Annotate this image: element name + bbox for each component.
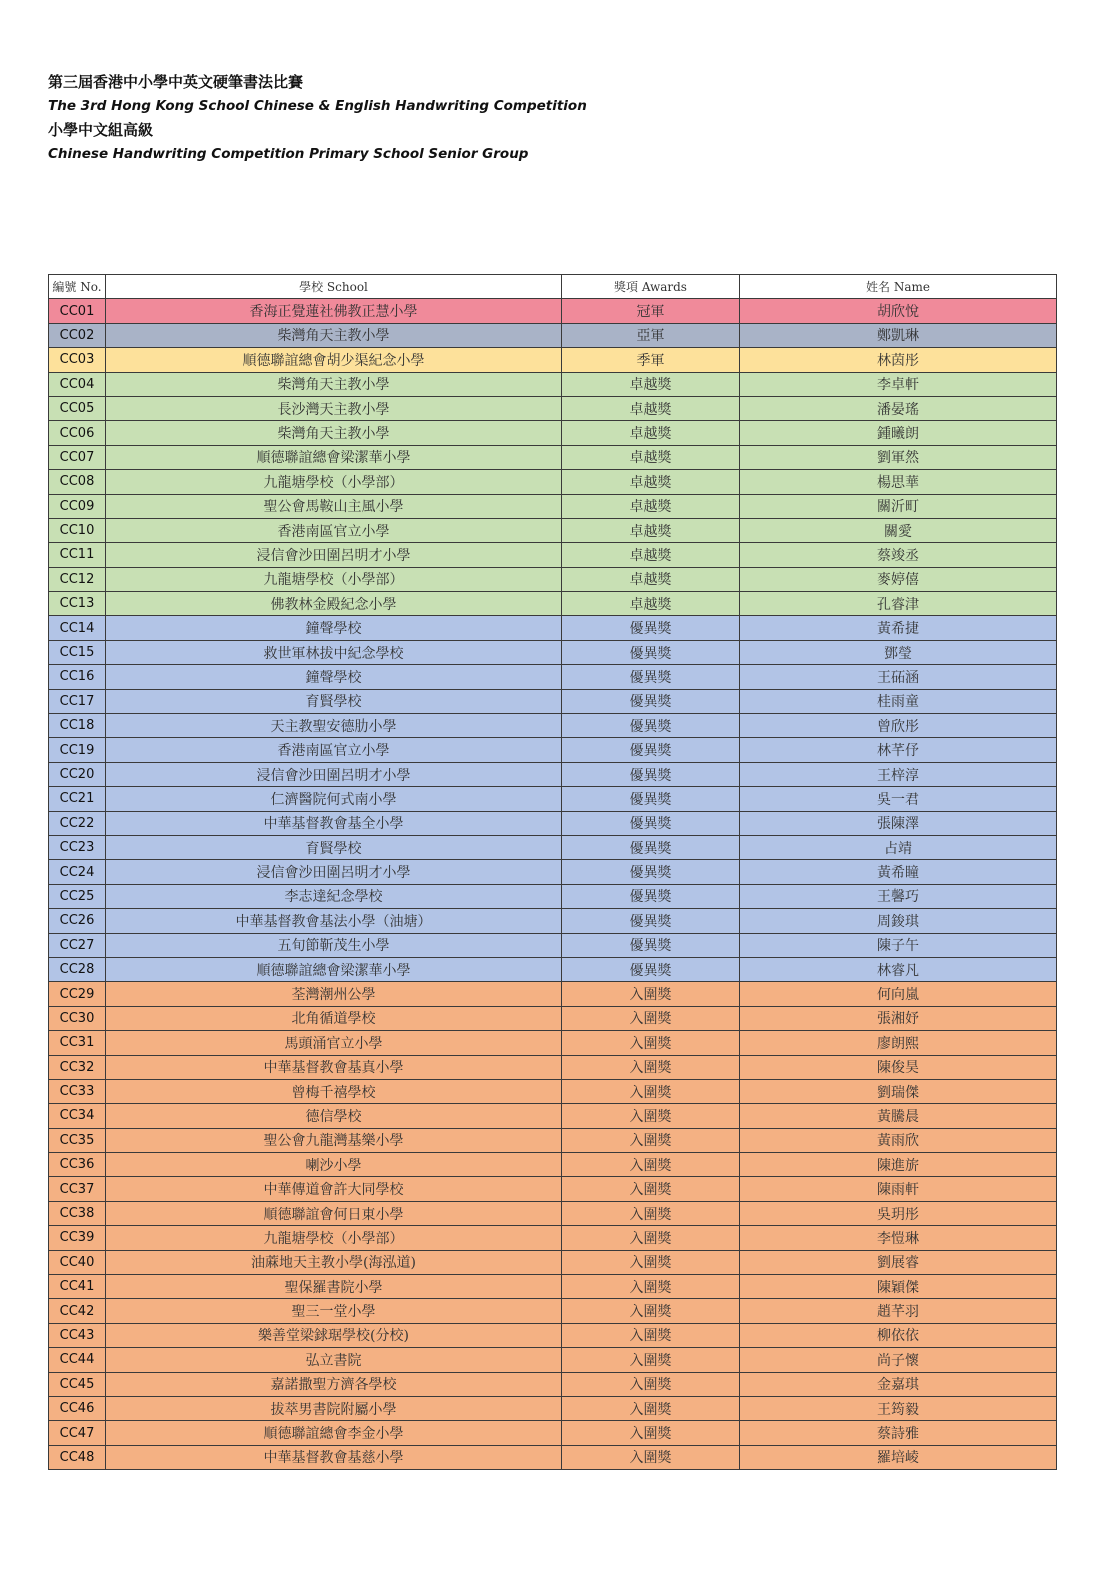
cell-award: 亞軍 (562, 323, 740, 347)
cell-name: 林睿凡 (740, 957, 1057, 981)
cell-name: 柳依依 (740, 1323, 1057, 1347)
table-row (49, 372, 1057, 396)
table-row (49, 957, 1057, 981)
cell-school: 香港南區官立小學 (106, 738, 562, 762)
table-row (49, 835, 1057, 859)
cell-award: 入圍獎 (562, 1104, 740, 1128)
table-row (49, 543, 1057, 567)
results-table (48, 274, 1057, 1470)
table-row (49, 1323, 1057, 1347)
cell-name: 黃希捷 (740, 616, 1057, 640)
cell-name: 王砳涵 (740, 665, 1057, 689)
cell-award: 入圍獎 (562, 1226, 740, 1250)
cell-no: CC02 (49, 323, 106, 347)
cell-school: 聖保羅書院小學 (106, 1275, 562, 1299)
cell-school: 荃灣潮州公學 (106, 982, 562, 1006)
cell-no: CC32 (49, 1055, 106, 1079)
cell-award: 入圍獎 (562, 1275, 740, 1299)
cell-school: 天主教聖安德肋小學 (106, 714, 562, 738)
table-row (49, 616, 1057, 640)
cell-name: 潘晏瑤 (740, 396, 1057, 420)
cell-school: 救世軍林拔中紀念學校 (106, 640, 562, 664)
cell-award: 卓越獎 (562, 494, 740, 518)
table-row (49, 470, 1057, 494)
cell-name: 廖朗熙 (740, 1031, 1057, 1055)
cell-no: CC44 (49, 1348, 106, 1372)
cell-award: 入圍獎 (562, 1348, 740, 1372)
cell-school: 柴灣角天主教小學 (106, 372, 562, 396)
cell-school: 仁濟醫院何式南小學 (106, 787, 562, 811)
cell-name: 陳雨軒 (740, 1177, 1057, 1201)
cell-school: 順德聯誼總會梁潔華小學 (106, 445, 562, 469)
cell-no: CC33 (49, 1079, 106, 1103)
table-row (49, 909, 1057, 933)
cell-award: 入圍獎 (562, 1421, 740, 1445)
table-row (49, 1055, 1057, 1079)
table-row (49, 421, 1057, 445)
table-row (49, 299, 1057, 323)
table-row (49, 640, 1057, 664)
cell-name: 劉展睿 (740, 1250, 1057, 1274)
cell-name: 劉軍然 (740, 445, 1057, 469)
cell-school: 九龍塘學校（小學部） (106, 1226, 562, 1250)
cell-school: 中華基督教會基法小學（油塘） (106, 909, 562, 933)
table-row (49, 665, 1057, 689)
cell-award: 冠軍 (562, 299, 740, 323)
cell-no: CC43 (49, 1323, 106, 1347)
cell-award: 優異獎 (562, 811, 740, 835)
results-body (49, 299, 1057, 1470)
table-row (49, 1299, 1057, 1323)
table-row (49, 689, 1057, 713)
cell-school: 德信學校 (106, 1104, 562, 1128)
cell-name: 楊思華 (740, 470, 1057, 494)
cell-award: 優異獎 (562, 714, 740, 738)
cell-school: 中華傳道會許大同學校 (106, 1177, 562, 1201)
cell-name: 趙芊羽 (740, 1299, 1057, 1323)
cell-no: CC05 (49, 396, 106, 420)
cell-name: 劉瑞傑 (740, 1079, 1057, 1103)
cell-name: 黃希瞳 (740, 860, 1057, 884)
cell-no: CC03 (49, 348, 106, 372)
cell-no: CC46 (49, 1396, 106, 1420)
cell-name: 吳玥彤 (740, 1201, 1057, 1225)
cell-school: 喇沙小學 (106, 1153, 562, 1177)
cell-name: 陳俊昊 (740, 1055, 1057, 1079)
cell-name: 黃雨欣 (740, 1128, 1057, 1152)
table-row (49, 567, 1057, 591)
cell-name: 麥婷僖 (740, 567, 1057, 591)
cell-school: 育賢學校 (106, 689, 562, 713)
table-row (49, 518, 1057, 542)
cell-name: 關沂町 (740, 494, 1057, 518)
cell-school: 長沙灣天主教小學 (106, 396, 562, 420)
cell-no: CC25 (49, 884, 106, 908)
table-row (49, 762, 1057, 786)
cell-school: 聖公會馬鞍山主風小學 (106, 494, 562, 518)
cell-name: 林芊伃 (740, 738, 1057, 762)
cell-no: CC35 (49, 1128, 106, 1152)
table-row (49, 1006, 1057, 1030)
cell-award: 優異獎 (562, 640, 740, 664)
cell-name: 尚子懷 (740, 1348, 1057, 1372)
cell-name: 陳穎傑 (740, 1275, 1057, 1299)
table-row (49, 860, 1057, 884)
cell-award: 卓越獎 (562, 445, 740, 469)
cell-school: 聖三一堂小學 (106, 1299, 562, 1323)
cell-school: 佛教林金殿紀念小學 (106, 592, 562, 616)
cell-name: 蔡竣丞 (740, 543, 1057, 567)
cell-award: 入圍獎 (562, 1177, 740, 1201)
cell-award: 入圍獎 (562, 982, 740, 1006)
cell-no: CC29 (49, 982, 106, 1006)
cell-no: CC06 (49, 421, 106, 445)
cell-school: 順德聯誼總會胡少渠紀念小學 (106, 348, 562, 372)
cell-school: 中華基督教會基全小學 (106, 811, 562, 835)
cell-name: 張湘妤 (740, 1006, 1057, 1030)
cell-no: CC04 (49, 372, 106, 396)
cell-name: 周鋑琪 (740, 909, 1057, 933)
cell-school: 浸信會沙田圍呂明才小學 (106, 762, 562, 786)
cell-award: 卓越獎 (562, 543, 740, 567)
table-row (49, 1031, 1057, 1055)
cell-award: 卓越獎 (562, 372, 740, 396)
table-row (49, 1201, 1057, 1225)
cell-award: 優異獎 (562, 738, 740, 762)
cell-award: 優異獎 (562, 787, 740, 811)
table-row (49, 1250, 1057, 1274)
column-header-name: 姓名 Name (740, 275, 1057, 299)
cell-award: 入圍獎 (562, 1201, 740, 1225)
cell-name: 吳一君 (740, 787, 1057, 811)
cell-no: CC19 (49, 738, 106, 762)
cell-no: CC47 (49, 1421, 106, 1445)
cell-name: 王筠毅 (740, 1396, 1057, 1420)
cell-name: 孔睿津 (740, 592, 1057, 616)
table-row (49, 933, 1057, 957)
table-row (49, 714, 1057, 738)
table-row (49, 445, 1057, 469)
table-row (49, 1153, 1057, 1177)
table-row (49, 1128, 1057, 1152)
cell-name: 李卓軒 (740, 372, 1057, 396)
cell-no: CC17 (49, 689, 106, 713)
cell-school: 弘立書院 (106, 1348, 562, 1372)
cell-award: 優異獎 (562, 957, 740, 981)
cell-award: 卓越獎 (562, 396, 740, 420)
cell-school: 香海正覺蓮社佛教正慧小學 (106, 299, 562, 323)
cell-name: 何向嵐 (740, 982, 1057, 1006)
cell-school: 中華基督教會基慈小學 (106, 1445, 562, 1469)
cell-award: 入圍獎 (562, 1153, 740, 1177)
cell-school: 五旬節靳茂生小學 (106, 933, 562, 957)
cell-school: 鐘聲學校 (106, 665, 562, 689)
cell-school: 聖公會九龍灣基樂小學 (106, 1128, 562, 1152)
cell-name: 曾欣彤 (740, 714, 1057, 738)
cell-no: CC07 (49, 445, 106, 469)
cell-no: CC38 (49, 1201, 106, 1225)
cell-no: CC28 (49, 957, 106, 981)
cell-school: 中華基督教會基真小學 (106, 1055, 562, 1079)
cell-award: 優異獎 (562, 689, 740, 713)
cell-school: 北角循道學校 (106, 1006, 562, 1030)
cell-no: CC39 (49, 1226, 106, 1250)
cell-award: 優異獎 (562, 860, 740, 884)
cell-no: CC08 (49, 470, 106, 494)
cell-school: 油蔴地天主教小學(海泓道) (106, 1250, 562, 1274)
column-header-no: 編號 No. (49, 275, 106, 299)
competition-title-en: The 3rd Hong Kong School Chinese & English Handwriting Competition (48, 98, 587, 114)
cell-name: 占靖 (740, 835, 1057, 859)
cell-no: CC12 (49, 567, 106, 591)
table-row (49, 1104, 1057, 1128)
cell-school: 拔萃男書院附屬小學 (106, 1396, 562, 1420)
cell-name: 王梓淳 (740, 762, 1057, 786)
cell-no: CC27 (49, 933, 106, 957)
cell-school: 順德聯誼總會李金小學 (106, 1421, 562, 1445)
cell-award: 優異獎 (562, 933, 740, 957)
page-header (48, 70, 587, 166)
cell-no: CC18 (49, 714, 106, 738)
table-row (49, 1177, 1057, 1201)
table-header-row (49, 275, 1057, 299)
cell-name: 李愷琳 (740, 1226, 1057, 1250)
cell-award: 優異獎 (562, 665, 740, 689)
cell-award: 入圍獎 (562, 1031, 740, 1055)
column-header-awards: 獎項 Awards (562, 275, 740, 299)
cell-no: CC01 (49, 299, 106, 323)
cell-award: 優異獎 (562, 616, 740, 640)
cell-award: 卓越獎 (562, 567, 740, 591)
cell-no: CC10 (49, 518, 106, 542)
cell-school: 樂善堂梁銶琚學校(分校) (106, 1323, 562, 1347)
table-row (49, 1226, 1057, 1250)
cell-name: 王馨巧 (740, 884, 1057, 908)
cell-no: CC30 (49, 1006, 106, 1030)
cell-award: 入圍獎 (562, 1299, 740, 1323)
table-row (49, 982, 1057, 1006)
cell-name: 胡欣悅 (740, 299, 1057, 323)
cell-no: CC20 (49, 762, 106, 786)
cell-school: 嘉諾撒聖方濟各學校 (106, 1372, 562, 1396)
table-row (49, 1372, 1057, 1396)
cell-award: 入圍獎 (562, 1006, 740, 1030)
cell-name: 張陳澤 (740, 811, 1057, 835)
cell-school: 九龍塘學校（小學部） (106, 567, 562, 591)
column-header-school: 學校 School (106, 275, 562, 299)
cell-name: 金嘉琪 (740, 1372, 1057, 1396)
cell-no: CC26 (49, 909, 106, 933)
competition-title-zh: 第三屆香港中小學中英文硬筆書法比賽 (48, 73, 304, 91)
cell-name: 鄭凱琳 (740, 323, 1057, 347)
table-row (49, 811, 1057, 835)
cell-name: 鄧瑩 (740, 640, 1057, 664)
cell-no: CC36 (49, 1153, 106, 1177)
cell-name: 陳進旂 (740, 1153, 1057, 1177)
cell-name: 羅培崚 (740, 1445, 1057, 1469)
table-row (49, 592, 1057, 616)
cell-award: 卓越獎 (562, 421, 740, 445)
cell-no: CC11 (49, 543, 106, 567)
group-title-zh: 小學中文組高級 (48, 121, 154, 139)
cell-name: 黃騰晨 (740, 1104, 1057, 1128)
table-row (49, 396, 1057, 420)
cell-award: 入圍獎 (562, 1079, 740, 1103)
table-row (49, 1445, 1057, 1469)
table-row (49, 1421, 1057, 1445)
cell-no: CC13 (49, 592, 106, 616)
cell-award: 優異獎 (562, 835, 740, 859)
cell-name: 桂雨童 (740, 689, 1057, 713)
cell-no: CC31 (49, 1031, 106, 1055)
table-row (49, 1348, 1057, 1372)
cell-school: 馬頭涌官立小學 (106, 1031, 562, 1055)
cell-school: 柴灣角天主教小學 (106, 323, 562, 347)
cell-no: CC24 (49, 860, 106, 884)
cell-award: 卓越獎 (562, 592, 740, 616)
cell-school: 曾梅千禧學校 (106, 1079, 562, 1103)
cell-school: 柴灣角天主教小學 (106, 421, 562, 445)
cell-name: 關愛 (740, 518, 1057, 542)
cell-no: CC23 (49, 835, 106, 859)
cell-award: 入圍獎 (562, 1323, 740, 1347)
table-row (49, 494, 1057, 518)
table-row (49, 787, 1057, 811)
cell-award: 入圍獎 (562, 1250, 740, 1274)
cell-school: 李志達紀念學校 (106, 884, 562, 908)
cell-school: 九龍塘學校（小學部） (106, 470, 562, 494)
cell-no: CC48 (49, 1445, 106, 1469)
table-row (49, 348, 1057, 372)
cell-school: 浸信會沙田圍呂明才小學 (106, 860, 562, 884)
table-row (49, 1079, 1057, 1103)
cell-school: 浸信會沙田圍呂明才小學 (106, 543, 562, 567)
cell-school: 順德聯誼總會梁潔華小學 (106, 957, 562, 981)
cell-no: CC45 (49, 1372, 106, 1396)
cell-award: 優異獎 (562, 909, 740, 933)
cell-no: CC22 (49, 811, 106, 835)
cell-no: CC34 (49, 1104, 106, 1128)
table-row (49, 738, 1057, 762)
cell-no: CC40 (49, 1250, 106, 1274)
cell-award: 入圍獎 (562, 1445, 740, 1469)
cell-no: CC09 (49, 494, 106, 518)
cell-award: 卓越獎 (562, 470, 740, 494)
cell-no: CC42 (49, 1299, 106, 1323)
cell-no: CC41 (49, 1275, 106, 1299)
table-row (49, 884, 1057, 908)
cell-name: 蔡詩雅 (740, 1421, 1057, 1445)
cell-no: CC37 (49, 1177, 106, 1201)
cell-school: 鐘聲學校 (106, 616, 562, 640)
table-row (49, 323, 1057, 347)
table-row (49, 1396, 1057, 1420)
cell-school: 育賢學校 (106, 835, 562, 859)
cell-school: 順德聯誼會何日東小學 (106, 1201, 562, 1225)
cell-award: 入圍獎 (562, 1128, 740, 1152)
cell-name: 陳子午 (740, 933, 1057, 957)
cell-no: CC21 (49, 787, 106, 811)
cell-award: 優異獎 (562, 762, 740, 786)
cell-no: CC16 (49, 665, 106, 689)
cell-award: 入圍獎 (562, 1372, 740, 1396)
table-row (49, 1275, 1057, 1299)
cell-no: CC15 (49, 640, 106, 664)
cell-name: 鍾曦朗 (740, 421, 1057, 445)
cell-award: 入圍獎 (562, 1055, 740, 1079)
cell-award: 季軍 (562, 348, 740, 372)
group-title-en: Chinese Handwriting Competition Primary School Senior Group (48, 146, 529, 162)
cell-school: 香港南區官立小學 (106, 518, 562, 542)
cell-name: 林茵彤 (740, 348, 1057, 372)
cell-no: CC14 (49, 616, 106, 640)
cell-award: 卓越獎 (562, 518, 740, 542)
cell-award: 優異獎 (562, 884, 740, 908)
cell-award: 入圍獎 (562, 1396, 740, 1420)
